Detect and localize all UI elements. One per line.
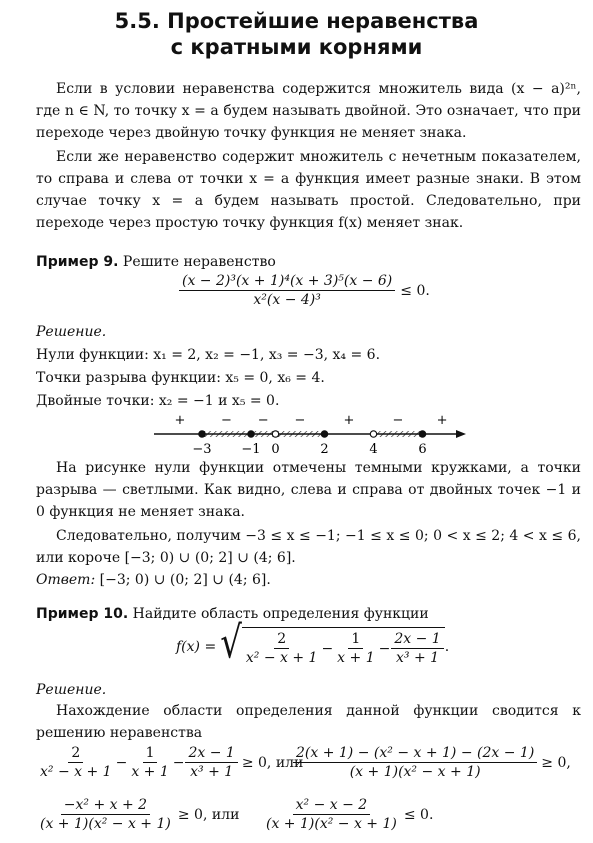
example10-inequality-4: $\frac{\text{x² − x − 2}}{\text{(x + 1)(x² − x + 1)}}$ ≤ 0. [266, 797, 434, 832]
example9-zeros: Нули функции: x₁ = 2, x₂ = −1, x₃ = −3, x₄ = 6. [36, 347, 381, 363]
example10-inequality-1: $\frac{2}{\text{x² − x + 1}}$ − $\frac{1}{x + 1}$ − $\frac{2x - 1}{\text{x³ + 1}}$ ≥ 0, или [40, 745, 304, 780]
example9-inequality [178, 272, 430, 309]
intro-paragraph-2: Если же неравенство содержит множитель с нечетным показателем, то справа и слева от точки x = a функция имеет разные знаки. В этом случае точку x = a будем называть простой. Следовательно, при переходе через простую точку функция f(x) меняет знак. [36, 149, 581, 231]
term1: $\frac{2}{\text{x² − x + 1}}$ [245, 631, 318, 666]
tick-label: 2 [320, 442, 329, 457]
tick-label: 0 [271, 442, 280, 457]
example10-function: f(x) = √ $\frac{2}{\text{x² − x + 1}}$ − $\frac{1}{x + 1}$ − $\frac{2x - 1}{\text{x³ + 1}}$ . [176, 627, 449, 667]
tick-label: −3 [192, 442, 212, 457]
example9-heading [36, 252, 276, 272]
sign-label: − [221, 413, 232, 428]
example9-label: Пример 9. [36, 254, 119, 270]
example9-breaks: Точки разрыва функции: x₅ = 0, x₆ = 4. [36, 370, 325, 386]
example10-text: Нахождение области определения данной функции сводится к решению неравенства [36, 703, 581, 741]
example9-conclusion: Следовательно, получим −3 ≤ x ≤ −1; −1 ≤ x ≤ 0; 0 < x ≤ 2; 4 < x ≤ 6, или короче [−3; 0) ∪ (0; 2] ∪ (4; 6]. [36, 528, 581, 566]
sign-label: + [436, 413, 448, 428]
section-title-line2: с кратными корнями [170, 35, 423, 59]
sign-label: + [343, 413, 355, 428]
example10-inequality-3: $\frac{\text{−x² + x + 2}}{\text{(x + 1)(x² − x + 1)}}$ ≥ 0, или [40, 797, 240, 832]
term2: $\frac{1}{x + 1}$ [337, 631, 375, 666]
tick-label: 4 [369, 442, 378, 457]
example9-answer [36, 570, 271, 590]
sign-label: − [294, 413, 306, 428]
sign-chart-number-line [150, 412, 470, 458]
example10-label: Пример 10. [36, 606, 129, 622]
zero-point [199, 431, 205, 437]
axis-arrow [456, 430, 466, 438]
answer-label: Ответ: [36, 572, 96, 588]
example9-fraction [179, 272, 395, 309]
break-point [370, 431, 376, 437]
fx-label: f(x) = [176, 639, 217, 655]
break-point [272, 431, 278, 437]
tick-label: −1 [241, 442, 261, 457]
example9-denominator: x²(x − 4)³ [253, 292, 321, 308]
sign-label: − [257, 413, 269, 428]
tick-label: 6 [418, 442, 427, 457]
example9-task: Решите неравенство [122, 254, 276, 270]
example10-solution-label: Решение. [36, 682, 107, 698]
hatched-interval [202, 431, 251, 437]
example10-inequality-2: $\frac{\text{2(x + 1) − (x² − x + 1) − (2x − 1)}}{\text{(x + 1)(x² − x + 1)}}$ ≥ 0, [292, 744, 571, 781]
section-title-line1: 5.5. Простейшие неравенства [114, 9, 479, 33]
radical-sign: √ [220, 617, 242, 670]
zero-point [248, 431, 254, 437]
hatched-interval [374, 431, 423, 437]
example10-task: Найдите область определения функции [132, 606, 429, 622]
example9-double-points: Двойные точки: x₂ = −1 и x₅ = 0. [36, 393, 280, 409]
sqrt-expression: √ $\frac{2}{\text{x² − x + 1}}$ − $\frac{1}{x + 1}$ − $\frac{2x - 1}{\text{x³ + 1}}$ [220, 627, 445, 667]
example9-relation: ≤ 0. [400, 282, 430, 299]
sign-label: − [392, 413, 404, 428]
example9-numerator: (x − 2)³(x + 1)⁴(x + 3)⁵(x − 6) [179, 272, 395, 291]
term3: $\frac{2x - 1}{\text{x³ + 1}}$ [391, 630, 443, 667]
zero-point [419, 431, 425, 437]
example9-explanation: На рисунке нули функции отмечены темными кружками, а точки разрыва — светлыми. Как видно, слева и справа от двойных точек −1 и 0 функция не меняет знака. [36, 460, 581, 520]
answer-value: [−3; 0) ∪ (0; 2] ∪ (4; 6]. [99, 572, 271, 588]
hatched-interval [276, 431, 325, 437]
example9-solution-label: Решение. [36, 324, 107, 340]
intro-paragraph-1: Если в условии неравенства содержится множитель вида (x − a)²ⁿ, где n ∈ N, то точку x = a будем называть двойной. Это означает, что при переходе через двойную точку функция не меняет знака. [36, 81, 581, 141]
zero-point [321, 431, 327, 437]
sign-label: + [174, 413, 186, 428]
